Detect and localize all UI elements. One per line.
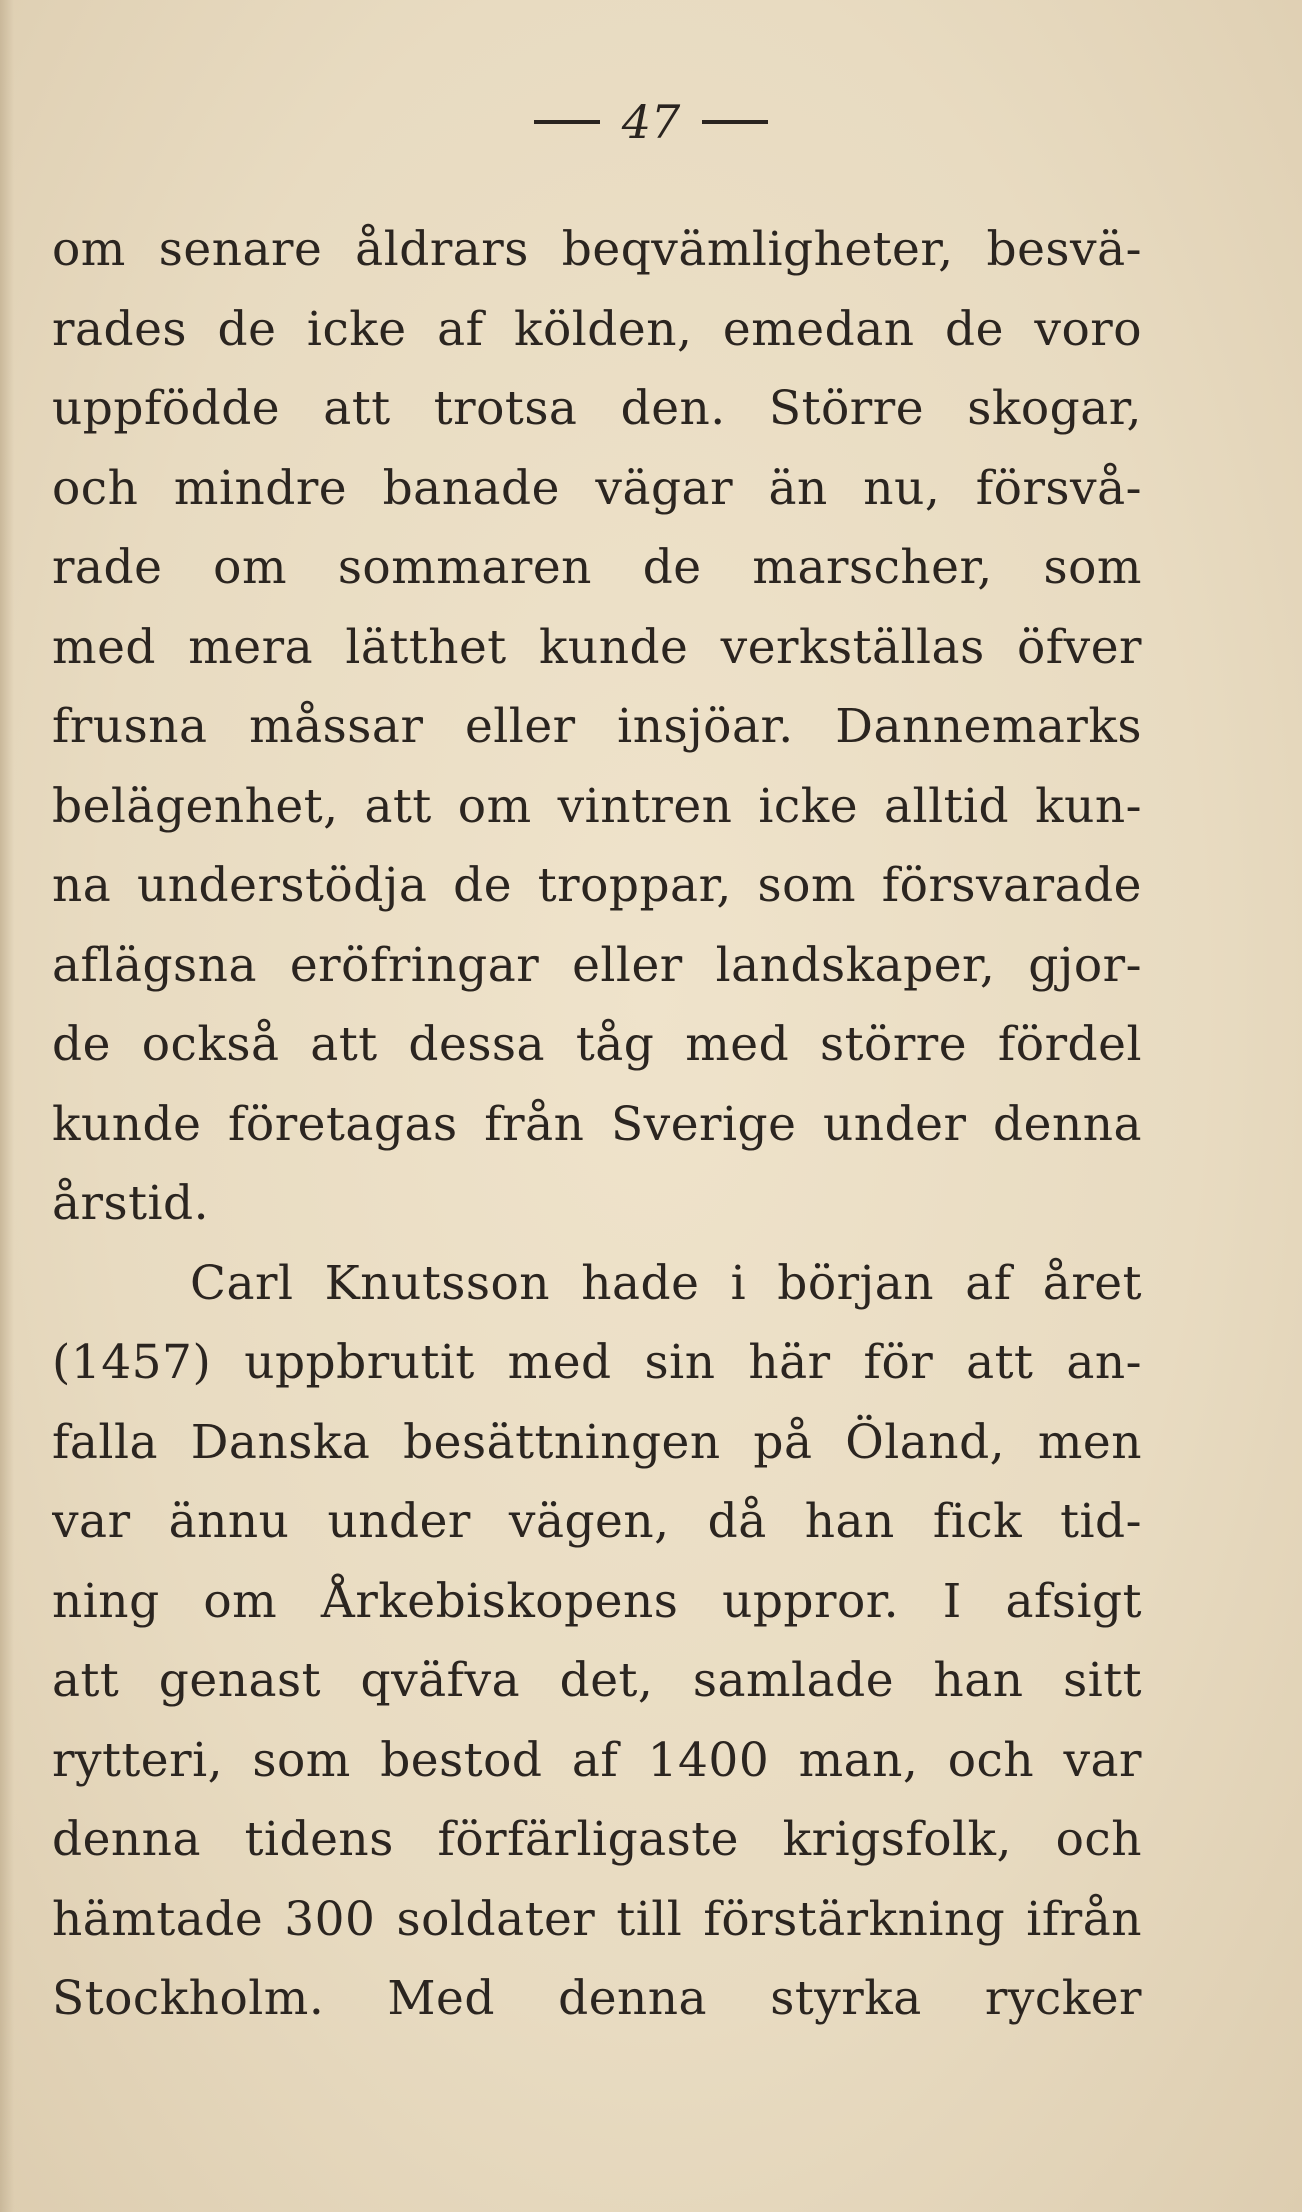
text-line: frusna måssar eller insjöar. Dannemarks	[52, 699, 1142, 754]
text-line: kunde företagas från Sverige under denna	[52, 1096, 1142, 1152]
text-line: na understödja de troppar, som försvarade	[52, 858, 1142, 913]
text-line: med mera lätthet kunde verkställas öfver	[52, 619, 1142, 675]
text-line: uppfödde att trotsa den. Större skogar,	[52, 381, 1142, 436]
text-line: de också att dessa tåg med större fördel	[52, 1017, 1142, 1072]
text-line: att genast qväfva det, samlade han sitt	[52, 1653, 1142, 1708]
text-line: och mindre banade vägar än nu, försvå-	[52, 460, 1142, 516]
text-line: rades de icke af kölden, emedan de voro	[52, 301, 1142, 357]
body-text	[52, 210, 1142, 2039]
text-line: Stockholm. Med denna styrka rycker	[52, 1971, 1142, 2026]
text-line: hämtade 300 soldater till förstärkning ifrån	[52, 1891, 1142, 1947]
text-line: rytteri, som bestod af 1400 man, och var	[52, 1732, 1142, 1788]
text-line: falla Danska besättningen på Öland, men	[52, 1414, 1142, 1470]
page-edge-shadow	[0, 0, 14, 2212]
text-line: rade om sommaren de marscher, som	[52, 540, 1142, 595]
text-line: ning om Årkebiskopens uppror. I afsigt	[52, 1573, 1142, 1629]
paragraph-end-line: årstid.	[52, 1176, 210, 1231]
text-line: (1457) uppbrutit med sin här för att an-	[52, 1335, 1142, 1390]
header-dash-right	[702, 120, 768, 124]
header-dash-left	[534, 120, 600, 124]
paragraph-start-line: Carl Knutsson hade i början af året	[190, 1255, 1142, 1311]
running-head	[0, 88, 1302, 152]
page-number: 47	[621, 95, 681, 149]
text-line: belägenhet, att om vintren icke alltid kun-	[52, 778, 1142, 834]
text-line: aflägsna eröfringar eller landskaper, gjor-	[52, 937, 1142, 993]
text-line: var ännu under vägen, då han fick tid-	[52, 1494, 1142, 1549]
text-line: om senare åldrars beqvämligheter, besvä-	[52, 222, 1142, 277]
text-line: denna tidens förfärligaste krigsfolk, och	[52, 1812, 1142, 1867]
